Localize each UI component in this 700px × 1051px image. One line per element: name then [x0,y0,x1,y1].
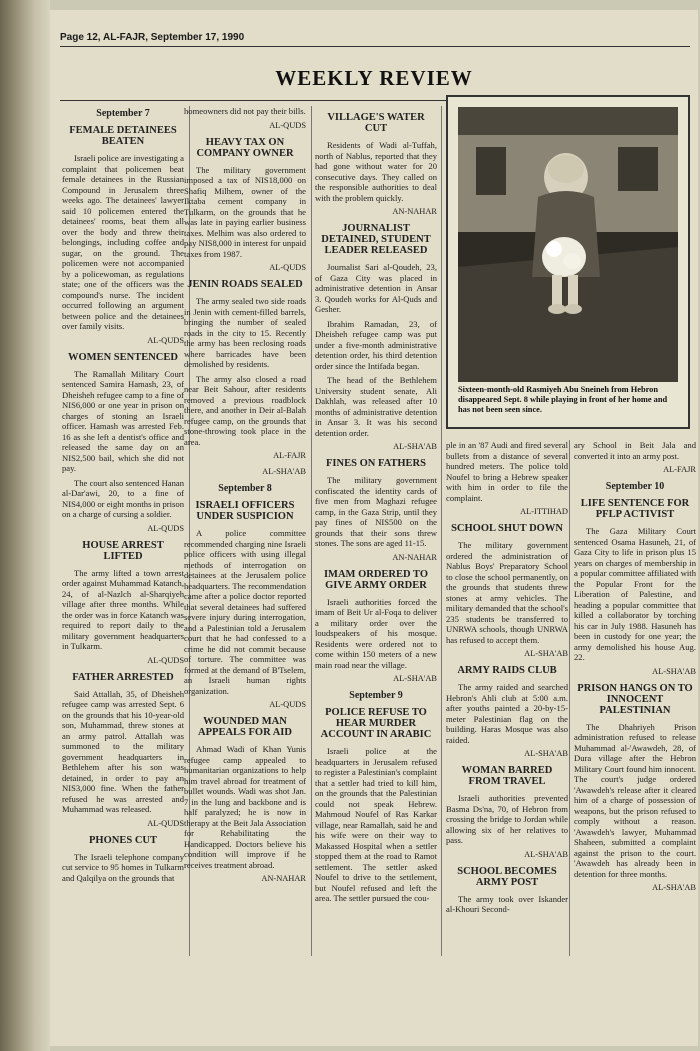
article-headline: PRISON HANGS ON TO INNOCENT PALESTINIAN [577,682,693,716]
article-headline: IMAM ORDERED TO GIVE ARMY ORDER [323,568,429,591]
article-headline: SCHOOL SHUT DOWN [451,523,563,534]
source-credit: AL-QUDS [269,700,306,709]
article-paragraph: The military government imposed a tax of NIS18,000 on Shafiq Milhem, owner of the Iktaba cement company in Tulkarm, on the grounds that he was late in paying earlier business taxes. Melhim was also ordered to pay NIS8,000 in interest for unpaid taxes from 1987. [184,164,306,259]
source-credit: AL-QUDS [269,263,306,272]
article-headline: VILLAGE'S WATER CUT [327,112,425,134]
article-headline: HEAVY TAX ON COMPANY OWNER [196,136,294,159]
photo-image [458,107,678,382]
article-paragraph: The army sealed two side roads in Jenin with cement-filled barrels, bringing the number of sealed roads in the city to 15. Recently the army has been reclosing roads where barricades have been demolished by residents. [184,296,306,369]
article-paragraph: Israeli police at the headquarters in Jerusalem refused to register a Palestinian's complaint that a settler had tried to kill him, on the grounds that the Palestinian could not speak Hebrew. Mahmoud Noufel of Ras Karkar village, near Ramallah, said he and his wife were on their way to Makassed Hospital when a settler stopped them at the road to Ramot settlement. The settler asked Noufel to drive to the settlement, but Noufel refused and left the area. The settler pursued the cou- [315,746,437,903]
column-divider [441,106,442,956]
article-paragraph: The Dhahriyeh Prison administration refused to release Muhammad al-'Awawdeh, 28, of Dura village after the Hebron Military Court found him innocent. The court's judge ordered 'Awawdeh's release after it cleared him of a charge of possession of weapons, but the prison refused to comply without a reason. 'Awawdeh's lawyer, Muhammad Shaheen, submitted a complaint against the prison to the court. 'Awawdeh has already been in detention for three months. [574,721,696,879]
source-credit: AL-QUDS [147,818,184,828]
article-paragraph: The military government ordered the administration of Nablus Boys' Preparatory School to close the school permanently, on the grounds that students threw stones at army vehicles. The military demanded that the school's 235 students be transferred to UNRWA schools, though UNRWA has refused to accept them. [446,540,568,645]
column-3 [315,106,437,908]
child-photo [458,107,678,382]
article-headline: ARMY RAIDS CLUB [457,665,557,676]
source-credit: AL-QUDS [147,523,184,533]
book-binding [0,0,50,1051]
page-header: Page 12, AL-FAJR, September 17, 1990 [60,32,245,43]
article-paragraph: The Israeli telephone company cut service to 95 homes in Tulkarm and Qalqilya on the grounds that [62,851,184,883]
column-divider [569,440,570,956]
article-headline: JOURNALIST DETAINED, STUDENT LEADER RELEASED [321,223,431,256]
article-headline: WOMAN BARRED FROM TRAVEL [461,765,553,787]
source-credit: AL-SHA'AB [652,666,696,676]
photo-box [446,95,690,429]
article-headline: FATHER ARRESTED [72,671,174,683]
source-credit: AN-NAHAR [392,552,437,562]
article-paragraph: Israeli police are investigating a complaint that policemen beat female detainees in the Russian Compound in Jerusalem three weeks ago. The detainees' lawyer said 10 policemen entered the detainees' rooms, beat them all over the body and threw their belongings, including coffee and sugar, on the ground. The policemen were not accompanied by a policewoman, as regulations state; one of the officers was the compound's nurse. The incident occurred following an argument between police and the detainees over family visits. [62,153,184,331]
source-credit: AL-FAJR [273,451,306,460]
article-paragraph: The Gaza Military Court sentenced Osama Hasuneh, 21, of Gaza City to life in prison plus 15 years on charges of membership in a popular committee affiliated with the Popular Front for the Liberation of Palestine, and heading a popular committee that killed a collaborator by torching his car in July 1988. Hasuneh has been in custody for one year; the army demolished his house Aug. 22. [574,526,696,662]
source-credit: AL-ITTIHAD [520,507,568,516]
article-paragraph: A police committee recommended charging nine Israeli police officers with using illegal methods of interrogation on detainees at the Jerusalem police headquarters. The recommendation came after a police doctor reported that several detainees had suffered severe injury during interrogation, and a Palestinian told a Jerusalem court that he had confessed to a crime he did not commit because of torture. The committee was formed at the demand of B'Tselem, an Israeli human rights organization. [184,528,306,696]
column-5 [574,440,696,899]
article-paragraph: The Ramallah Military Court sentenced Samira Hamash, 23, of Dheisheh refugee camp to a fine of NIS6,000 or one year in prison on charges of stoning an Israeli officer. Hamash was arrested Feb. 16 as she left a dentist's office and released the same day on an NIS2,500 bail, which she did not pay. [62,368,184,473]
date-heading: September 8 [218,483,272,494]
article-paragraph: ple in an '87 Audi and fired several bullets from a distance of several hundred meters. The police told Noufel to bring a Hebrew speaker with him in order to file the complaint. [446,440,568,503]
article-headline: WOUNDED MAN APPEALS FOR AID [198,716,292,738]
date-heading: September 7 [96,108,150,119]
article-paragraph: Ahmad Wadi of Khan Yunis refugee camp appealed to humanitarian organizations to help him travel abroad for treatment of bullet wounds. Wadi was shot Jan. 7 in the lung and backbone and is half paralyzed; he is now in therapy at the Beit Jala Association for Rehabilitating the Handicapped. Doctors believe his condition will improve if he receives treatment abroad. [184,744,306,870]
article-paragraph: Residents of Wadi al-Tuffah, north of Nablus, reported that they had gone without water for 20 consecutive days. They called on the responsible authorities to deal with the problem quickly. [315,140,437,203]
source-credit: AL-FAJR [663,465,696,474]
article-paragraph: Journalist Sari al-Qoudeh, 23, of Gaza City was placed in administrative detention in Ansar 3. Qoudeh works for Al-Quds and Gesher. [315,262,437,314]
article-paragraph: The army raided and searched Hebron's Ahli club at 5:00 a.m. after youths painted a 20-by-15-meter Palestinian flag on the building. Haras Mosque was also raided. [446,682,568,745]
article-headline: FINES ON FATHERS [326,458,426,469]
article-headline: SCHOOL BECOMES ARMY POST [457,865,557,888]
article-paragraph: Israeli authorities forced the imam of Beit Ur al-Foqa to deliver a military order over the loudspeakers of his mosque. Residents were ordered not to come within 150 meters of a new main road near the village. [315,596,437,670]
article-headline: JENIN ROADS SEALED [187,279,303,290]
source-credit: AL-SHA'AB [524,749,568,758]
source-credit: AL-QUDS [147,655,184,665]
article-paragraph: ary School in Beit Jala and converted it into an army post. [574,440,696,461]
article-headline: PHONES CUT [89,834,157,846]
article-headline: WOMEN SENTENCED [68,351,178,363]
column-divider [311,106,312,956]
source-credit: AL-SHA'AB [393,674,437,683]
source-credit: AL-SHA'AB [262,467,306,476]
article-paragraph: Said Attallah, 35, of Dheisheh refugee camp was arrested Sept. 6 on the grounds that his 10-year-old son, Muhammad, threw stones at an army patrol. Attallah was summoned to the military government headquarters in Bethlehem after his son was detained, in order to pay an NIS3,000 fine. When the father refused he was arrested and Muhammad was released. [62,688,184,814]
article-headline: ISRAELI OFFICERS UNDER SUSPICION [195,500,295,522]
article-paragraph: The court also sentenced Hanan al-Dar'awi, 20, to a fine of NIS4,000 or eight months in prison on a charge of cursing a soldier. [62,477,184,519]
source-credit: AL-SHA'AB [652,883,696,892]
article-paragraph: The army also closed a road near Beit Sahour, after residents removed a previous roadblock there, and another in Deir al-Balah refugee camp, on the grounds that stone-throwing took place in the area. [184,373,306,447]
article-paragraph: The head of the Bethlehem University student senate, Ali Dakhlah, was released after 10 months of administrative detention in Ansar 3. It was his second detention order. [315,375,437,438]
article-headline: LIFE SENTENCE FOR PFLP ACTIVIST [580,498,690,520]
source-credit: AL-SHA'AB [524,649,568,658]
source-credit: AL-QUDS [269,120,306,130]
header-rule [60,46,690,47]
article-paragraph: Israeli authorities prevented Basma Ds'na, 70, of Hebron from crossing the bridge to Jordan while allowing six of her relatives to pass. [446,793,568,845]
date-heading: September 10 [605,481,665,492]
column-2 [184,106,306,890]
photo-caption: Sixteen-month-old Rasmiyeh Abu Sneineh from Hebron disappeared Sept. 8 while playing in front of her home and has not been seen since. [458,385,668,414]
source-credit: AL-SHA'AB [393,442,437,451]
newspaper-page [50,10,698,1046]
source-credit: AL-QUDS [147,335,184,345]
article-paragraph: The army lifted a town arrest order against Muhammad Katanch, 24, of al-Nazlch al-Sharqiyeh village after three months. While the order was in force Katanch was required to report daily to the military government headquarters in Tulkarm. [62,567,184,651]
article-paragraph: Ibrahim Ramadan, 23, of Dheisheh refugee camp was put under a five-month administrative detention order, his third detention order since the Intifada began. [315,318,437,371]
article-paragraph: The army took over Iskander al-Khouri Second- [446,893,568,914]
article-paragraph: homeowners did not pay their bills. [184,106,306,116]
date-heading: September 9 [349,690,403,701]
article-headline: HOUSE ARREST LIFTED [82,539,164,562]
source-credit: AL-SHA'AB [524,849,568,859]
column-4 [446,440,568,919]
column-1 [62,106,184,887]
page-title: WEEKLY REVIEW [275,66,473,90]
source-credit: AN-NAHAR [261,874,306,883]
article-headline: FEMALE DETAINEES BEATEN [69,125,177,147]
article-headline: POLICE REFUSE TO HEAR MURDER ACCOUNT IN ARABIC [320,707,432,740]
source-credit: AN-NAHAR [392,207,437,216]
article-paragraph: The military government confiscated the identity cards of five men from Maghazi refugee camp, in the Gaza Strip, until they pay fines of NIS500 on the grounds that their sons threw stones. The sons are aged 11-15. [315,475,437,548]
